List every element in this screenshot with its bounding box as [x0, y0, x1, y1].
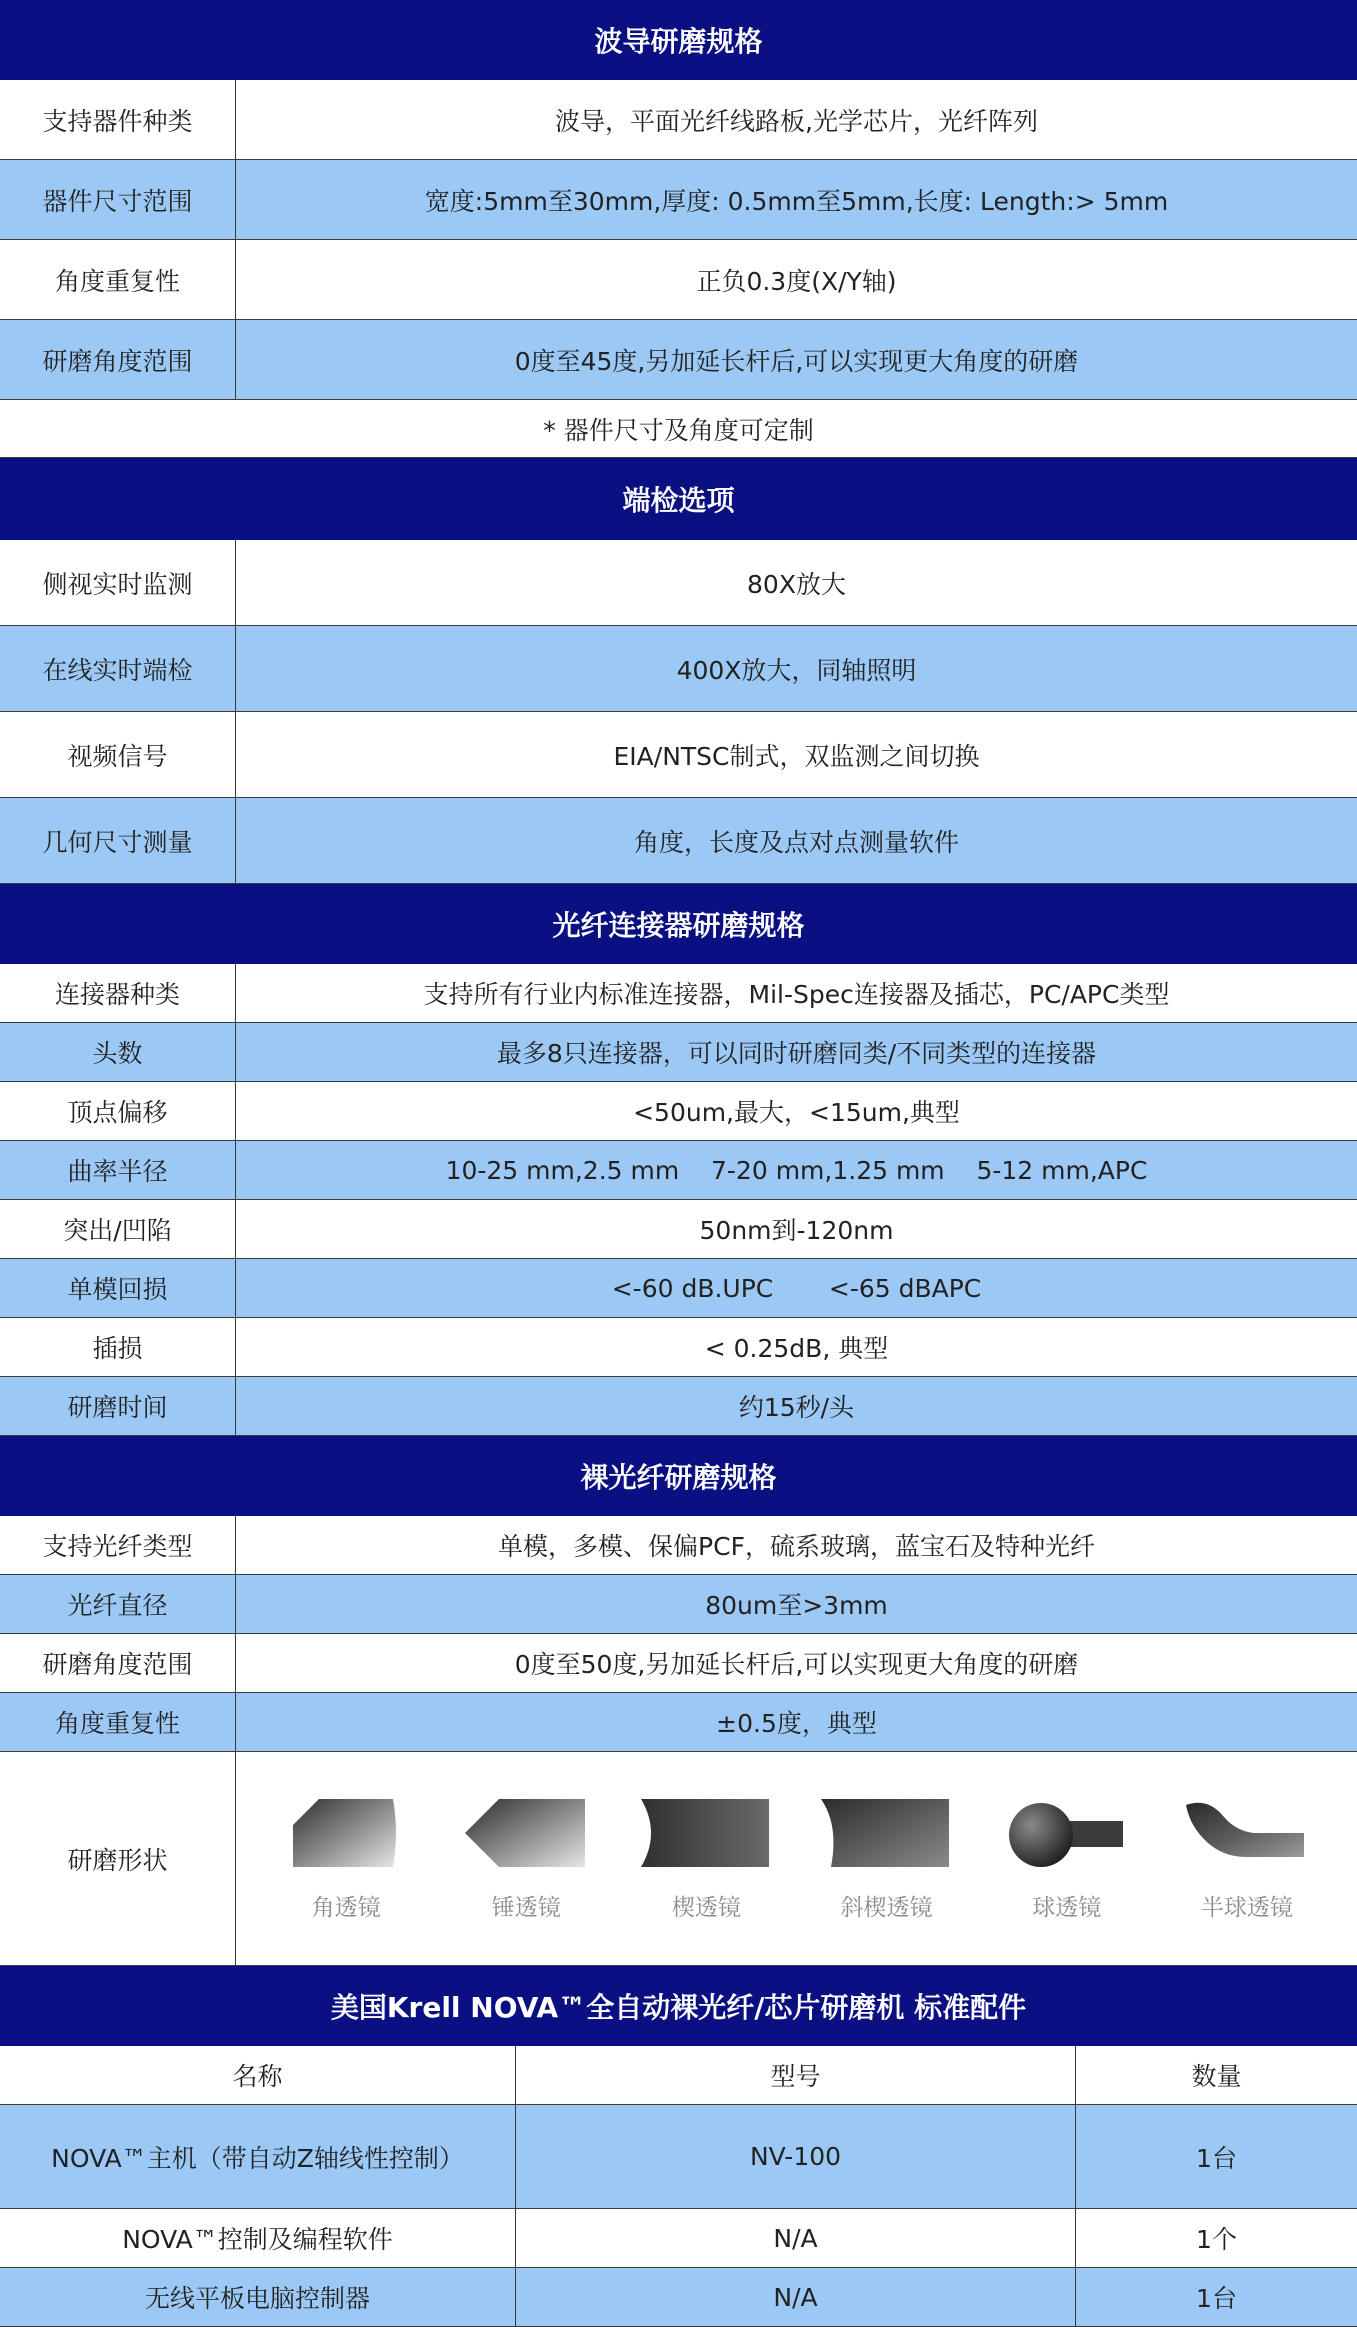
ball-lens-icon — [1007, 1795, 1127, 1871]
table-row — [0, 320, 1357, 400]
section-title-waveguide: 波导研磨规格 — [0, 0, 1357, 80]
shape-item — [1172, 1795, 1322, 1922]
row-value: <-60 dB.UPC <-65 dBAPC — [611, 1273, 982, 1303]
table-row — [0, 1575, 1357, 1634]
row-label: 研磨形状 — [0, 1752, 236, 1965]
hemisphere-lens-icon — [1184, 1795, 1309, 1871]
row-label: 单模回损 — [0, 1259, 236, 1317]
shape-item — [812, 1795, 962, 1922]
table-row — [0, 1082, 1357, 1141]
accessory-name: 无线平板电脑控制器 — [0, 2268, 516, 2326]
row-label: 研磨时间 — [0, 1377, 236, 1435]
table-row — [0, 80, 1357, 160]
accessory-quantity: 1台 — [1196, 2284, 1237, 2313]
polishing-shapes-row — [0, 1752, 1357, 1966]
row-label: 突出/凹陷 — [0, 1200, 236, 1258]
row-label: 器件尺寸范围 — [0, 160, 236, 239]
row-value: 支持所有行业内标准连接器，Mil-Spec连接器及插芯，PC/APC类型 — [423, 980, 1170, 1009]
column-header-quantity: 数量 — [1191, 2062, 1242, 2091]
accessory-name: NOVA™控制及编程软件 — [0, 2209, 516, 2267]
shape-label: 半球透镜 — [1200, 1895, 1293, 1921]
row-value: 角度，长度及点对点测量软件 — [633, 827, 959, 857]
row-label: 侧视实时监测 — [0, 540, 236, 625]
table-row — [0, 2268, 1357, 2327]
table-row — [0, 1200, 1357, 1259]
row-label: 支持器件种类 — [0, 80, 236, 159]
row-label: 连接器种类 — [0, 964, 236, 1022]
accessory-model: NV-100 — [516, 2105, 1076, 2208]
accessories-header-row — [0, 2046, 1357, 2105]
row-value: 正负0.3度(X/Y轴) — [696, 266, 897, 296]
table-row — [0, 1259, 1357, 1318]
row-value: 0度至50度,另加延长杆后,可以实现更大角度的研磨 — [514, 1650, 1079, 1679]
row-label: 曲率半径 — [0, 1141, 236, 1199]
table-row — [0, 1377, 1357, 1436]
accessory-model: N/A — [516, 2268, 1076, 2326]
shape-item — [992, 1795, 1142, 1922]
table-row — [0, 240, 1357, 320]
accessory-model: N/A — [516, 2209, 1076, 2267]
shape-label: 角透镜 — [311, 1895, 381, 1921]
table-row — [0, 1023, 1357, 1082]
row-value: 80X放大 — [747, 569, 846, 599]
table-row — [0, 2209, 1357, 2268]
row-label: 顶点偏移 — [0, 1082, 236, 1140]
row-label: 几何尺寸测量 — [0, 798, 236, 883]
shape-label: 楔透镜 — [671, 1895, 741, 1921]
row-label: 在线实时端检 — [0, 626, 236, 711]
table-row — [0, 1141, 1357, 1200]
row-label: 视频信号 — [0, 712, 236, 797]
row-label: 研磨角度范围 — [0, 320, 236, 399]
row-value: EIA/NTSC制式，双监测之间切换 — [613, 741, 980, 771]
table-row — [0, 1634, 1357, 1693]
shape-item — [271, 1795, 421, 1922]
row-value: <50um,最大，<15um,典型 — [633, 1098, 960, 1127]
accessory-quantity: 1个 — [1196, 2225, 1237, 2254]
table-row — [0, 540, 1357, 626]
row-value: 10-25 mm,2.5 mm 7-20 mm,1.25 mm 5-12 mm,APC — [445, 1155, 1148, 1185]
wedge-lens-icon — [639, 1795, 774, 1871]
customization-note: * 器件尺寸及角度可定制 — [0, 400, 1357, 458]
shape-label: 球透镜 — [1032, 1895, 1102, 1921]
accessory-name: NOVA™主机（带自动Z轴线性控制） — [0, 2105, 516, 2208]
hammer-lens-icon — [461, 1795, 591, 1871]
table-row — [0, 798, 1357, 884]
row-label: 角度重复性 — [0, 240, 236, 319]
row-label: 研磨角度范围 — [0, 1634, 236, 1692]
table-row — [0, 712, 1357, 798]
table-row — [0, 964, 1357, 1023]
accessory-quantity: 1台 — [1196, 2143, 1237, 2173]
oblique-wedge-lens-icon — [819, 1795, 954, 1871]
table-row — [0, 160, 1357, 240]
table-row — [0, 626, 1357, 712]
row-label: 光纤直径 — [0, 1575, 236, 1633]
row-label: 角度重复性 — [0, 1693, 236, 1751]
row-value: 最多8只连接器，可以同时研磨同类/不同类型的连接器 — [496, 1039, 1097, 1068]
table-row — [0, 2105, 1357, 2209]
section-title-accessories: 美国Krell NOVA™全自动裸光纤/芯片研磨机 标准配件 — [0, 1966, 1357, 2046]
table-row — [0, 1693, 1357, 1752]
row-label: 支持光纤类型 — [0, 1516, 236, 1574]
row-label: 头数 — [0, 1023, 236, 1081]
shape-item — [451, 1795, 601, 1922]
row-value: 单模，多模、保偏PCF，硫系玻璃，蓝宝石及特种光纤 — [498, 1532, 1095, 1561]
row-label: 插损 — [0, 1318, 236, 1376]
section-title-inspection: 端检选项 — [0, 458, 1357, 540]
row-value: 400X放大，同轴照明 — [676, 655, 917, 685]
section-title-bare-fiber: 裸光纤研磨规格 — [0, 1436, 1357, 1516]
angle-lens-icon — [291, 1795, 401, 1871]
row-value: 约15秒/头 — [738, 1393, 855, 1422]
column-header-model: 型号 — [516, 2046, 1076, 2104]
row-value: 0度至45度,另加延长杆后,可以实现更大角度的研磨 — [514, 346, 1079, 376]
table-row — [0, 1516, 1357, 1575]
shape-label: 斜楔透镜 — [840, 1895, 933, 1921]
shape-item — [631, 1795, 781, 1922]
row-value: 波导，平面光纤线路板,光学芯片，光纤阵列 — [555, 106, 1038, 136]
row-value: ±0.5度，典型 — [716, 1709, 877, 1738]
shape-label: 锤透镜 — [491, 1895, 561, 1921]
section-title-connector: 光纤连接器研磨规格 — [0, 884, 1357, 964]
row-value: 80um至>3mm — [705, 1591, 888, 1620]
table-row — [0, 1318, 1357, 1377]
row-value: 50nm到-120nm — [699, 1216, 894, 1245]
shape-gallery — [236, 1752, 1357, 1965]
row-value: 宽度:5mm至30mm,厚度: 0.5mm至5mm,长度: Length:> 5mm — [424, 186, 1169, 216]
column-header-name: 名称 — [0, 2046, 516, 2104]
row-value: < 0.25dB, 典型 — [704, 1334, 889, 1363]
